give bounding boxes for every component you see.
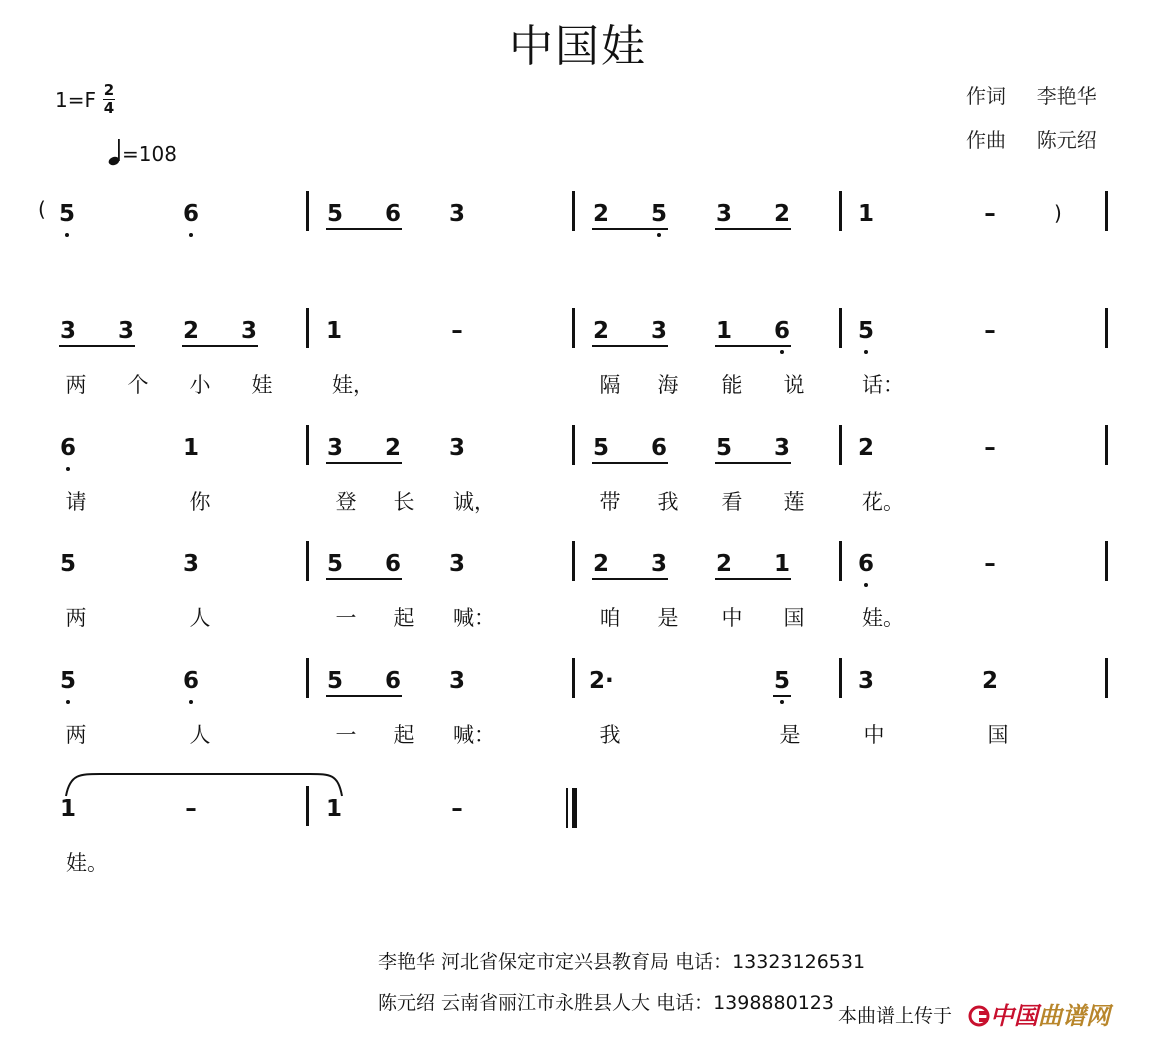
lyric: 起 [393, 606, 415, 630]
time-signature-bottom: 4 [103, 99, 115, 117]
tempo-value: =108 [122, 142, 177, 166]
logo-text-b: 曲谱网 [1038, 1002, 1110, 1030]
note: 1 [773, 551, 790, 577]
note: 6 [384, 201, 401, 227]
lyric: 国 [987, 723, 1009, 747]
note: 5 [326, 201, 343, 227]
note: 1 [857, 201, 874, 227]
lyric: 花。 [862, 490, 904, 514]
lyric: 中 [721, 606, 743, 630]
note: 6 [384, 551, 401, 577]
note: 2 [592, 201, 609, 227]
note: 5 [59, 551, 76, 577]
lyric: 两 [65, 723, 87, 747]
footer-contact-composer: 陈元绍 云南省丽江市永胜县人大 电话：1398880123 [378, 992, 834, 1014]
final-bar-thin [566, 788, 568, 828]
bar-line [839, 541, 842, 581]
note: 2 [715, 551, 732, 577]
note: – [984, 435, 996, 461]
note: 2 [773, 201, 790, 227]
bar-line [572, 308, 575, 348]
eighth-underline [326, 462, 402, 464]
bar-line [306, 191, 309, 231]
eighth-underline [326, 578, 402, 580]
bar-line [1105, 658, 1108, 698]
note: 1 [182, 435, 199, 461]
composer-credit [966, 124, 1097, 153]
low-octave-dot [189, 233, 193, 237]
lyric: 个 [127, 373, 149, 397]
note: 3 [650, 551, 667, 577]
lyric: 请 [65, 490, 87, 514]
bar-line [306, 658, 309, 698]
low-octave-dot [780, 350, 784, 354]
lyric: 我 [599, 723, 621, 747]
eighth-underline [715, 345, 791, 347]
eighth-underline [592, 228, 668, 230]
upload-note: 本曲谱上传于 [838, 1001, 952, 1028]
lyric: 你 [189, 490, 211, 514]
lyric: 国 [783, 606, 805, 630]
lyric: 莲 [783, 490, 805, 514]
lyric: 说 [783, 373, 805, 397]
tempo-marking [108, 137, 177, 167]
note: 1 [59, 796, 76, 822]
note: 2 [592, 318, 609, 344]
note: – [984, 551, 996, 577]
note: 6 [59, 435, 76, 461]
page-title: 中国娃 [509, 21, 647, 72]
lyricist-name: 李艳华 [1036, 84, 1097, 108]
bar-line [572, 658, 575, 698]
note: 5 [592, 435, 609, 461]
eighth-underline [182, 345, 258, 347]
bar-line [839, 658, 842, 698]
eighth-underline [715, 578, 791, 580]
final-bar-thick [572, 788, 577, 828]
eighth-underline [715, 228, 791, 230]
logo-mark-icon [968, 1005, 990, 1027]
low-octave-dot [864, 350, 868, 354]
note: 5 [59, 668, 76, 694]
bar-line [839, 425, 842, 465]
note: 3 [650, 318, 667, 344]
lyric: 喊： [453, 723, 495, 747]
note: 3 [117, 318, 134, 344]
note: 5 [326, 668, 343, 694]
note: 3 [448, 668, 465, 694]
note: – [984, 318, 996, 344]
note: 3 [448, 435, 465, 461]
note: 5 [650, 201, 667, 227]
lyric: 人 [189, 723, 211, 747]
footer-contact-lyricist: 李艳华 河北省保定市定兴县教育局 电话：13323126531 [378, 951, 866, 973]
lyric: 娃。 [66, 851, 108, 875]
lyricist-credit [966, 80, 1097, 109]
eighth-underline [773, 695, 791, 697]
low-octave-dot [780, 700, 784, 704]
note: 2 [182, 318, 199, 344]
low-octave-dot [65, 233, 69, 237]
lyric: 人 [189, 606, 211, 630]
eighth-underline [326, 228, 402, 230]
note: 3 [59, 318, 76, 344]
note: 6 [857, 551, 874, 577]
tie-arc [60, 770, 350, 800]
note: 6 [773, 318, 790, 344]
bar-line [306, 425, 309, 465]
note: 3 [182, 551, 199, 577]
bar-line [1105, 191, 1108, 231]
note: 5 [773, 668, 790, 694]
note: 5 [58, 201, 75, 227]
bar-line [1105, 541, 1108, 581]
note: – [451, 796, 463, 822]
lyricist-label: 作词 [966, 84, 1006, 108]
lyric: 娃 [251, 373, 273, 397]
note: 3 [857, 668, 874, 694]
lyric: 是 [657, 606, 679, 630]
note: 5 [715, 435, 732, 461]
lyric: 一 [335, 723, 357, 747]
note: 3 [715, 201, 732, 227]
bar-line [572, 541, 575, 581]
composer-name: 陈元绍 [1036, 128, 1097, 152]
bar-line [306, 541, 309, 581]
note: 6 [650, 435, 667, 461]
key-signature: 1=F [55, 88, 96, 112]
note: 3 [326, 435, 343, 461]
low-octave-dot [189, 700, 193, 704]
note: 6 [182, 668, 199, 694]
note: 2 [981, 668, 998, 694]
lyric: 喊： [453, 606, 495, 630]
time-signature [102, 82, 116, 117]
bar-line [1105, 308, 1108, 348]
lyric: 两 [65, 373, 87, 397]
note: 3 [773, 435, 790, 461]
bar-line [306, 308, 309, 348]
bar-line [839, 308, 842, 348]
lyric: 起 [393, 723, 415, 747]
site-logo [968, 996, 1110, 1031]
note: 1 [325, 796, 342, 822]
note: 5 [857, 318, 874, 344]
note: 2 [592, 551, 609, 577]
eighth-underline [326, 695, 402, 697]
lyric: 是 [779, 723, 801, 747]
note: 6 [384, 668, 401, 694]
note: – [185, 796, 197, 822]
lyric: 中 [863, 723, 885, 747]
quarter-note-icon [108, 137, 122, 167]
bar-line [572, 191, 575, 231]
lyric: 隔 [599, 373, 621, 397]
lyric: 看 [721, 490, 743, 514]
eighth-underline [59, 345, 135, 347]
lyric: 两 [65, 606, 87, 630]
paren-open: ( [38, 197, 46, 221]
lyric: 能 [721, 373, 743, 397]
low-octave-dot [657, 233, 661, 237]
lyric: 海 [657, 373, 679, 397]
lyric: 话： [862, 373, 904, 397]
paren-close: ) [1054, 201, 1062, 225]
lyric: 一 [335, 606, 357, 630]
lyric: 我 [657, 490, 679, 514]
lyric: 登 [335, 490, 357, 514]
note: 3 [448, 201, 465, 227]
low-octave-dot [66, 467, 70, 471]
lyric: 咱 [599, 606, 621, 630]
composer-label: 作曲 [966, 128, 1006, 152]
eighth-underline [715, 462, 791, 464]
note: 2· [589, 668, 614, 694]
lyric: 诚， [453, 490, 495, 514]
low-octave-dot [66, 700, 70, 704]
lyric: 小 [189, 373, 211, 397]
note: 1 [325, 318, 342, 344]
lyric: 娃。 [862, 606, 904, 630]
note: 2 [384, 435, 401, 461]
lyric: 长 [393, 490, 415, 514]
note: 2 [857, 435, 874, 461]
low-octave-dot [864, 583, 868, 587]
note: – [451, 318, 463, 344]
eighth-underline [592, 578, 668, 580]
eighth-underline [592, 345, 668, 347]
bar-line [1105, 425, 1108, 465]
note: 3 [240, 318, 257, 344]
time-signature-top: 2 [103, 81, 115, 99]
lyric: 娃， [332, 373, 374, 397]
eighth-underline [592, 462, 668, 464]
logo-text-a: 中国 [990, 1002, 1038, 1030]
bar-line [572, 425, 575, 465]
note: 5 [326, 551, 343, 577]
bar-line [839, 191, 842, 231]
note: – [984, 201, 996, 227]
note: 1 [715, 318, 732, 344]
note: 6 [182, 201, 199, 227]
note: 3 [448, 551, 465, 577]
lyric: 带 [599, 490, 621, 514]
